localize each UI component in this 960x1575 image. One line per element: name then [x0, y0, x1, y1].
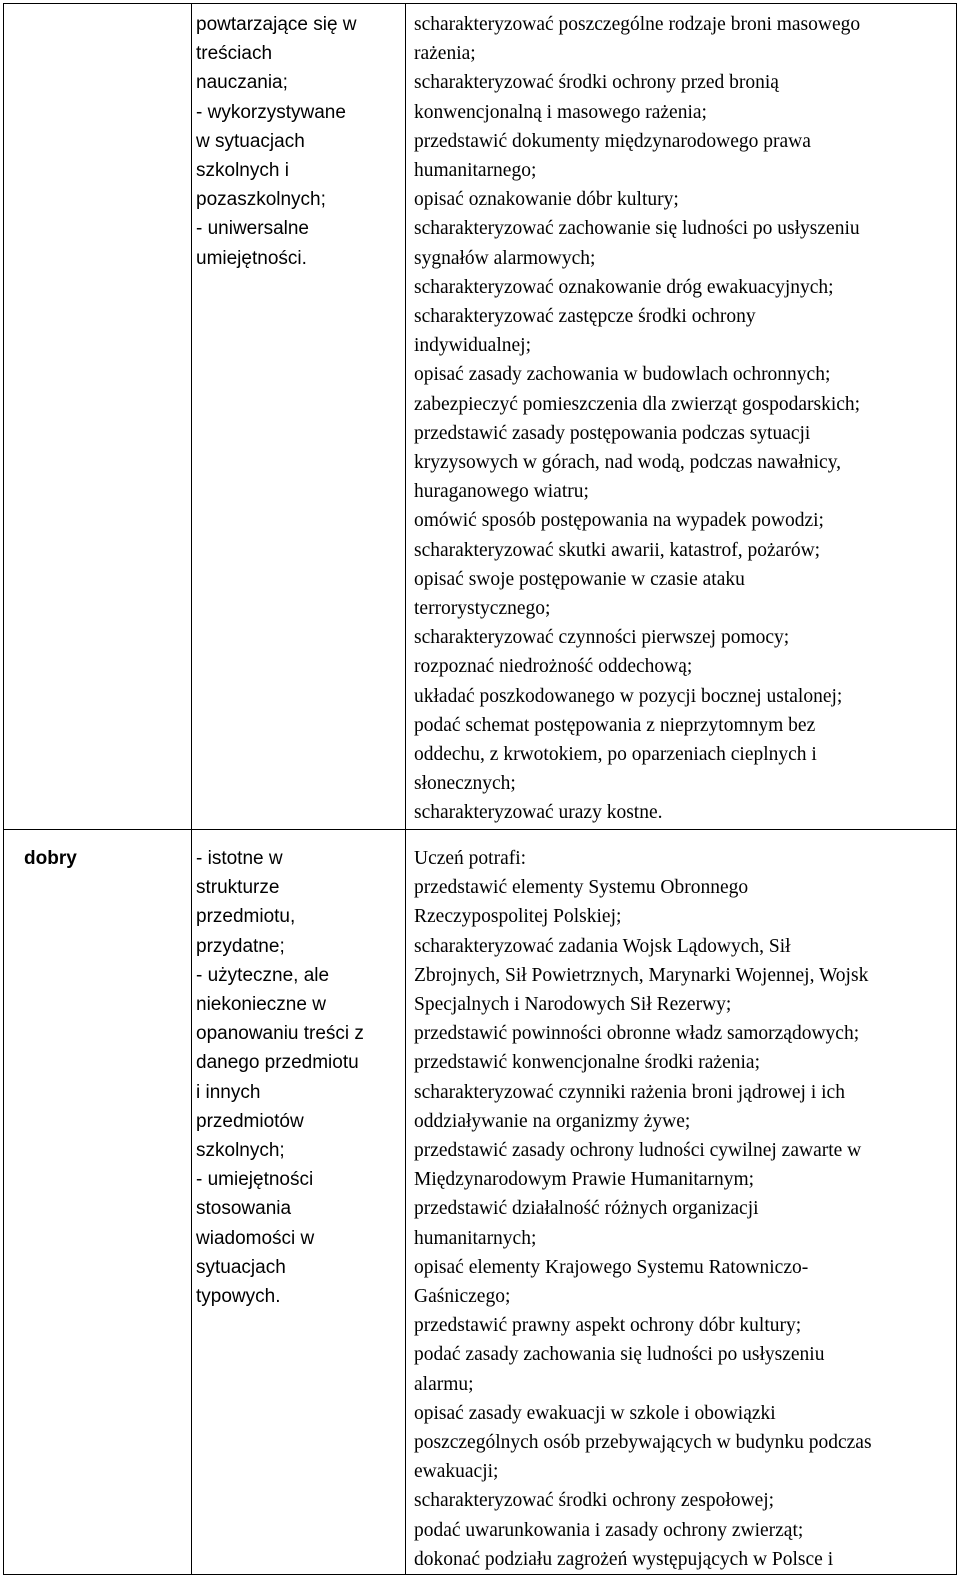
text-line: przedstawić prawny aspekt ochrony dóbr kultury; — [414, 1315, 802, 1337]
text-line: sygnałów alarmowych; — [414, 247, 596, 269]
grade-cell — [4, 4, 192, 830]
text-line: przedmiotu, — [196, 906, 296, 928]
text-line: Rzeczypospolitej Polskiej; — [414, 906, 622, 928]
text-line: humanitarnego; — [414, 160, 537, 182]
requirements-text — [406, 830, 956, 1574]
description-cell — [192, 4, 406, 830]
text-line: opisać elementy Krajowego Systemu Ratowniczo- — [414, 1256, 809, 1278]
text-line: przedmiotów — [196, 1110, 304, 1132]
text-line: pozaszkolnych; — [196, 189, 326, 211]
text-line: kryzysowych w górach, nad wodą, podczas nawałnicy, — [414, 452, 842, 474]
text-line: słonecznych; — [414, 773, 516, 795]
requirements-cell — [406, 4, 957, 830]
text-line: Uczeń potrafi: — [414, 848, 527, 869]
requirements-table — [3, 3, 957, 1575]
text-line: humanitarnych; — [414, 1227, 537, 1249]
text-line: Gaśniczego; — [414, 1286, 511, 1308]
table-row — [4, 830, 957, 1575]
text-line: Specjalnych i Narodowych Sił Rezerwy; — [414, 994, 732, 1016]
text-line: oddechu, z krwotokiem, po oparzeniach cieplnych i — [414, 744, 817, 766]
text-line: omówić sposób postępowania na wypadek powodzi; — [414, 510, 824, 532]
text-line: układać poszkodowanego w pozycji bocznej ustalonej; — [414, 685, 843, 707]
text-line: - wykorzystywane — [196, 101, 346, 123]
text-line: scharakteryzować oznakowanie dróg ewakuacyjnych; — [414, 276, 834, 298]
text-line: alarmu; — [414, 1373, 474, 1395]
text-line: umiejętności. — [196, 247, 307, 269]
text-line: scharakteryzować poszczególne rodzaje broni masowego — [414, 14, 861, 35]
text-line: typowych. — [196, 1286, 281, 1308]
text-line: opisać oznakowanie dóbr kultury; — [414, 189, 679, 211]
text-line: scharakteryzować zadania Wojsk Lądowych, Sił — [414, 935, 791, 957]
text-line: scharakteryzować zachowanie się ludności po usłyszeniu — [414, 218, 860, 240]
text-line: szkolnych; — [196, 1140, 285, 1162]
text-line: scharakteryzować skutki awarii, katastrof, pożarów; — [414, 539, 821, 561]
text-line: przedstawić działalność różnych organizacji — [414, 1198, 759, 1220]
text-line: scharakteryzować urazy kostne. — [414, 802, 663, 824]
text-line: przedstawić zasady ochrony ludności cywilnej zawarte w — [414, 1140, 862, 1162]
text-line: scharakteryzować zastępcze środki ochrony — [414, 306, 756, 328]
text-line: dokonać podziału zagrożeń występujących w Polsce i — [414, 1548, 834, 1570]
text-line: szkolnych i — [196, 160, 289, 182]
text-line: scharakteryzować środki ochrony zespołowej; — [414, 1490, 775, 1512]
text-line: wiadomości w — [196, 1227, 315, 1249]
text-line: rażenia; — [414, 43, 476, 65]
text-line: niekonieczne w — [196, 994, 326, 1016]
text-line: huraganowego wiatru; — [414, 481, 589, 503]
text-line: - uniwersalne — [196, 218, 309, 240]
description-text — [192, 4, 405, 273]
text-line: scharakteryzować czynności pierwszej pomocy; — [414, 627, 790, 649]
text-line: Międzynarodowym Prawie Humanitarnym; — [414, 1169, 755, 1191]
text-line: rozpoznać niedrożność oddechową; — [414, 656, 693, 678]
description-cell — [192, 830, 406, 1575]
text-line: i innych — [196, 1081, 261, 1103]
requirements-text — [406, 4, 956, 828]
table-row — [4, 4, 957, 830]
text-line: - użyteczne, ale — [196, 964, 330, 986]
text-line: podać uwarunkowania i zasady ochrony zwierząt; — [414, 1519, 804, 1541]
text-line: Zbrojnych, Sił Powietrznych, Marynarki Wojennej, Wojsk — [414, 964, 869, 986]
text-line: oddziaływanie na organizmy żywe; — [414, 1110, 691, 1132]
text-line: podać schemat postępowania z nieprzytomnym bez — [414, 714, 816, 736]
text-line: podać zasady zachowania się ludności po usłyszeniu — [414, 1344, 825, 1366]
text-line: treściach — [196, 43, 273, 65]
description-text — [192, 830, 405, 1311]
text-line: konwencjonalną i masowego rażenia; — [414, 101, 707, 123]
text-line: stosowania — [196, 1198, 292, 1220]
text-line: sytuacjach — [196, 1256, 286, 1278]
requirements-cell — [406, 830, 957, 1575]
text-line: przedstawić konwencjonalne środki rażenia; — [414, 1052, 760, 1074]
text-line: nauczania; — [196, 72, 288, 94]
text-line: scharakteryzować czynniki rażenia broni jądrowej i ich — [414, 1081, 845, 1103]
grade-label — [4, 4, 191, 18]
text-line: przedstawić dokumenty międzynarodowego prawa — [414, 130, 811, 152]
text-line: opisać zasady ewakuacji w szkole i obowiązki — [414, 1402, 776, 1424]
text-line: powtarzające się w — [196, 14, 357, 35]
text-line: przedstawić elementy Systemu Obronnego — [414, 877, 749, 899]
text-line: danego przedmiotu — [196, 1052, 359, 1074]
text-line: zabezpieczyć pomieszczenia dla zwierząt gospodarskich; — [414, 393, 861, 415]
text-line: opisać zasady zachowania w budowlach ochronnych; — [414, 364, 831, 386]
text-line: scharakteryzować środki ochrony przed bronią — [414, 72, 779, 94]
text-line: indywidualnej; — [414, 335, 531, 357]
text-line: opisać swoje postępowanie w czasie ataku — [414, 568, 745, 590]
text-line: poszczególnych osób przebywających w budynku podczas — [414, 1432, 872, 1454]
text-line: - istotne w — [196, 848, 283, 869]
text-line: ewakuacji; — [414, 1461, 499, 1483]
grade-label: dobry — [24, 848, 77, 869]
text-line: przedstawić powinności obronne władz samorządowych; — [414, 1023, 860, 1045]
text-line: strukturze — [196, 877, 280, 899]
text-line: przedstawić zasady postępowania podczas sytuacji — [414, 422, 811, 444]
text-line: opanowaniu treści z — [196, 1023, 364, 1045]
text-line: terrorystycznego; — [414, 598, 551, 620]
text-line: przydatne; — [196, 935, 285, 957]
grade-cell — [4, 830, 192, 1575]
text-line: - umiejętności — [196, 1169, 314, 1191]
text-line: w sytuacjach — [196, 130, 305, 152]
